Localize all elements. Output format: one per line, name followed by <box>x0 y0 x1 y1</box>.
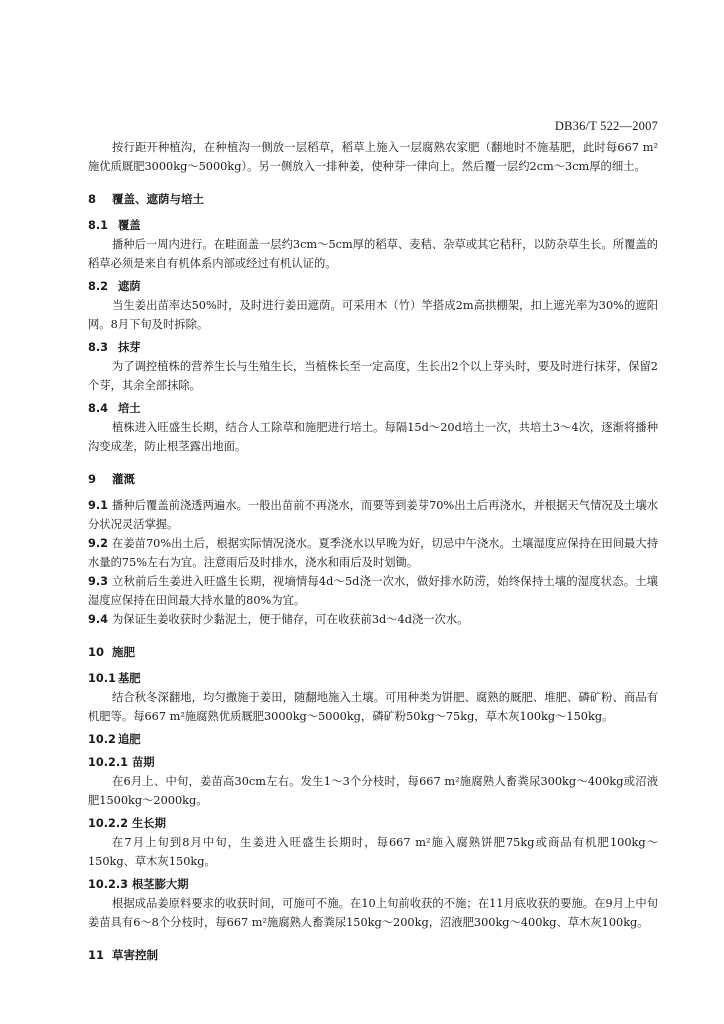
intro-paragraph: 按行距开种植沟，在种植沟一侧放一层稻草，稻草上施入一层腐熟农家肥（翻地时不施基肥，此时每667 m²施优质厩肥3000kg～5000kg）。另一侧放入一排种姜，使种芽一律向上。然后覆一层约2cm～3cm厚的细土。 <box>88 141 658 173</box>
subsection-number: 10.2 <box>88 733 116 746</box>
subsection-title: 基肥 <box>118 672 141 685</box>
section-title: 覆盖、遮荫与培土 <box>112 192 204 206</box>
section-10-2-1-heading <box>88 753 658 772</box>
subsection-title: 苗期 <box>132 756 155 769</box>
section-title: 灌溉 <box>112 472 135 486</box>
clause-number: 9.1 <box>88 499 109 512</box>
section-title: 草害控制 <box>112 948 158 962</box>
section-9-1-paragraph <box>88 496 658 534</box>
clause-number: 9.4 <box>88 613 109 626</box>
section-10-2-2-heading <box>88 814 658 833</box>
section-8-2-heading <box>88 277 658 296</box>
section-8-1-text: 播种后一周内进行。在畦面盖一层约3cm～5cm厚的稻草、麦秸、杂草或其它秸秆，以防杂草生长。所覆盖的稻草必须是来自有机体系内部或经过有机认证的。 <box>88 238 658 270</box>
section-title: 施肥 <box>112 645 135 659</box>
subsection-number: 10.2.2 <box>88 817 129 830</box>
document-body <box>88 138 658 972</box>
subsection-number: 8.2 <box>88 280 109 293</box>
section-10-2-3-text: 根据成品姜原料要求的收获时间，可施可不施。在10上旬前收获的不施；在11月底收获的要施。在9月上中旬姜苗具有6～8个分枝时，每667 m²施腐熟人畜粪尿150kg～200kg，沼液肥300kg～400kg、草木灰100kg。 <box>88 897 658 929</box>
subsection-number: 10.2.3 <box>88 878 129 891</box>
section-number: 8 <box>88 192 97 206</box>
section-8-2-text: 当生姜出苗率达50%时，及时进行姜田遮荫。可采用木（竹）竿搭成2m高拱棚架，扣上遮光率为30%的遮阳网。8月下旬及时拆除。 <box>88 299 658 331</box>
section-10-2-1-text: 在6月上、中旬，姜苗高30cm左右。发生1～3个分枝时，每667 m²施腐熟人畜粪尿300kg～400kg或沼液肥1500kg～2000kg。 <box>88 775 658 807</box>
subsection-number: 10.2.1 <box>88 756 129 769</box>
section-number: 10 <box>88 645 105 659</box>
section-8-3-text: 为了调控植株的营养生长与生殖生长，当植株长至一定高度，生长出2个以上芽头时，要及时进行抹芽，保留2个芽，其余全部抹除。 <box>88 360 658 392</box>
subsection-title: 培土 <box>118 402 141 415</box>
subsection-number: 10.1 <box>88 672 116 685</box>
section-9-2-paragraph <box>88 534 658 572</box>
clause-text: 在姜苗70%出土后，根据实际情况浇水。夏季浇水以早晚为好，切忌中午浇水。土壤湿度应保持在田间最大持水量的75%左右为宜。注意雨后及时排水，浇水和雨后及时划锄。 <box>88 537 658 569</box>
section-10-2-3-heading <box>88 875 658 894</box>
section-8-heading <box>88 190 658 209</box>
section-10-1-heading <box>88 669 658 688</box>
subsection-title: 追肥 <box>118 733 141 746</box>
section-10-1-text: 结合秋冬深翻地，均匀撒施于姜田，随翻地施入土壤。可用种类为饼肥、腐熟的厩肥、堆肥、磷矿粉、商品有机肥等。每667 m²施腐熟优质厩肥3000kg～5000kg，磷矿粉50kg～75kg，草木灰100kg～150kg。 <box>88 691 658 723</box>
clause-number: 9.3 <box>88 575 109 588</box>
subsection-title: 遮荫 <box>118 280 141 293</box>
section-11-heading <box>88 946 658 965</box>
section-8-1-heading <box>88 216 658 235</box>
section-8-4-text: 植株进入旺盛生长期，结合人工除草和施肥进行培土。每隔15d～20d培土一次，共培土3～4次，逐渐将播种沟变成垄，防止根茎露出地面。 <box>88 421 658 453</box>
document-code: DB36/T 522—2007 <box>554 119 658 133</box>
clause-text: 播种后覆盖前浇透两遍水。一般出苗前不再浇水，而要等到姜芽70%出土后再浇水，并根据天气情况及土壤水分状况灵活掌握。 <box>88 499 658 531</box>
subsection-number: 8.3 <box>88 341 109 354</box>
subsection-number: 8.1 <box>88 219 109 232</box>
subsection-title: 覆盖 <box>118 219 141 232</box>
clause-text: 为保证生姜收获时少黏泥土，便于储存，可在收获前3d～4d浇一次水。 <box>112 613 469 626</box>
section-number: 11 <box>88 948 105 962</box>
clause-number: 9.2 <box>88 537 109 550</box>
section-9-heading <box>88 470 658 489</box>
subsection-number: 8.4 <box>88 402 109 415</box>
section-10-2-heading <box>88 730 658 749</box>
section-8-4-heading <box>88 399 658 418</box>
section-10-heading <box>88 643 658 662</box>
section-9-4-paragraph <box>88 610 658 629</box>
section-number: 9 <box>88 472 97 486</box>
clause-text: 立秋前后生姜进入旺盛生长期，视墒情每4d～5d浇一次水，做好排水防涝，始终保持土壤的湿度状态。土壤湿度应保持在田间最大持水量的80%为宜。 <box>88 575 658 607</box>
section-9-3-paragraph <box>88 572 658 610</box>
section-8-3-heading <box>88 338 658 357</box>
subsection-title: 抹芽 <box>118 341 141 354</box>
subsection-title: 根茎膨大期 <box>132 878 189 891</box>
section-10-2-2-text: 在7月上旬到8月中旬，生姜进入旺盛生长期时，每667 m²施入腐熟饼肥75kg或商品有机肥100kg～150kg、草木灰150kg。 <box>88 836 658 868</box>
subsection-title: 生长期 <box>132 817 166 830</box>
